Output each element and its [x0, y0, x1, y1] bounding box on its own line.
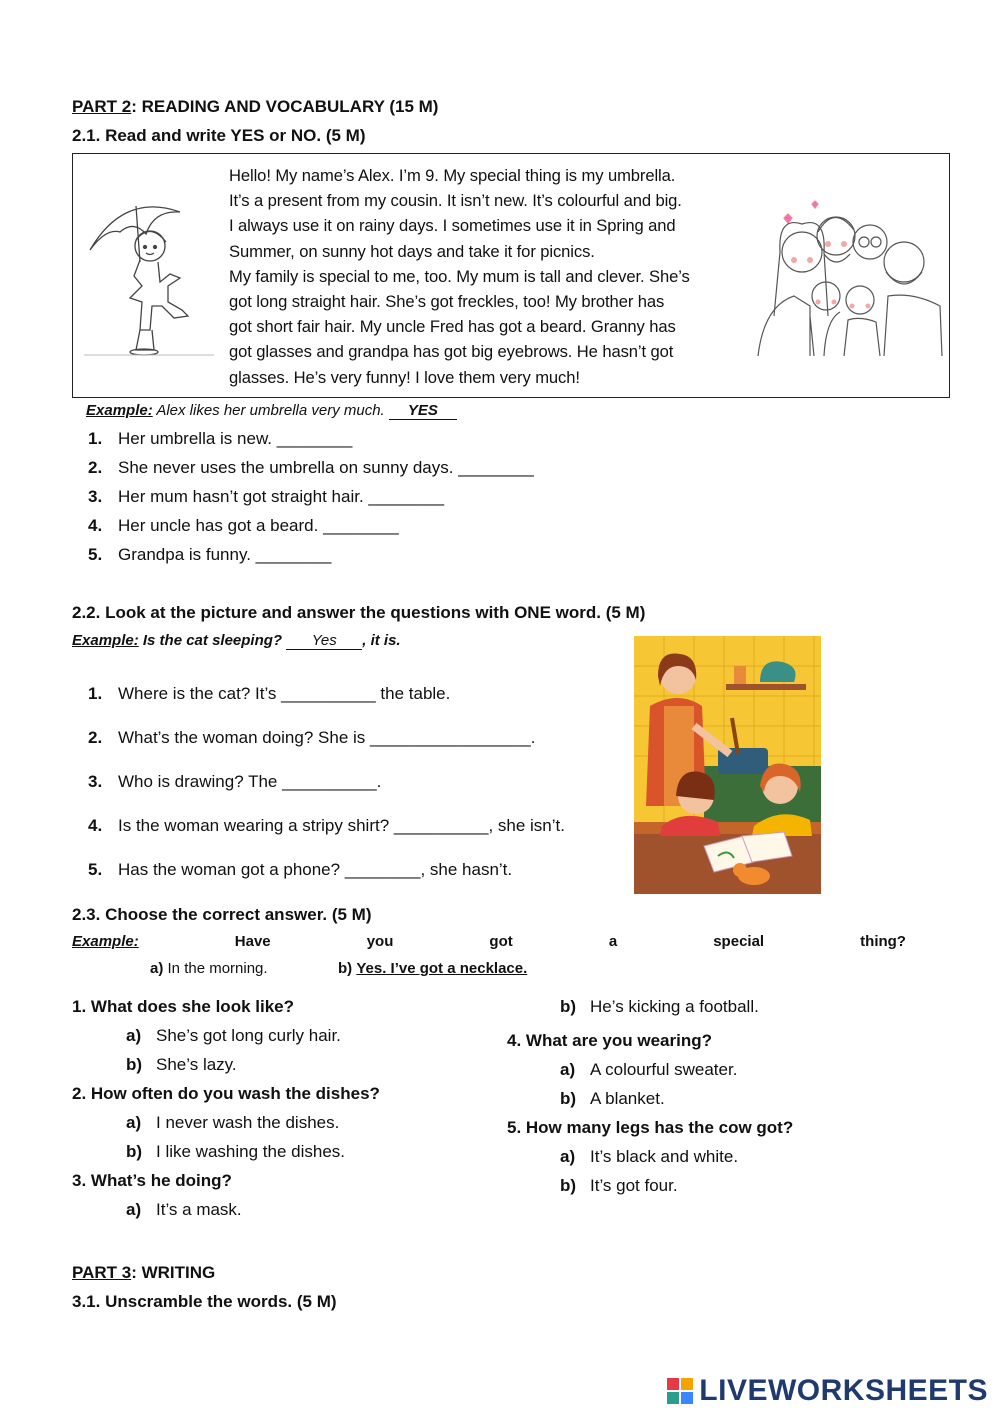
option-letter: b) — [560, 1089, 577, 1108]
option-3b[interactable] — [560, 997, 759, 1017]
question-2-1-1[interactable] — [88, 429, 352, 449]
section-2-2-title: 2.2. Look at the picture and answer the questions with ONE word. (5 M) — [72, 603, 646, 622]
question-text: Where is the cat? It’s __________ the table. — [118, 684, 451, 703]
question-2-3-3: 3. What’s he doing? — [72, 1171, 232, 1190]
option-letter: a) — [126, 1026, 142, 1045]
question-number: 5. — [88, 860, 103, 879]
option-letter: b) — [338, 960, 353, 977]
question-text: Her mum hasn’t got straight hair. ________ — [118, 487, 445, 506]
question-2-3-4: 4. What are you wearing? — [507, 1031, 712, 1050]
question-number: 4. — [88, 816, 103, 835]
question-2-2-2[interactable] — [88, 728, 535, 748]
option-text: A blanket. — [590, 1089, 665, 1108]
example-label: Example: — [72, 632, 139, 649]
section-2-1-title: 2.1. Read and write YES or NO. (5 M) — [72, 126, 366, 145]
option-text: She’s lazy. — [156, 1055, 237, 1074]
question-2-3-2: 2. How often do you wash the dishes? — [72, 1084, 380, 1103]
passage-line: I always use it on rainy days. I sometimes use it in Spring and — [229, 216, 676, 236]
question-2-2-4[interactable] — [88, 816, 565, 836]
section-2-1-example — [86, 402, 457, 420]
passage-line: Hello! My name’s Alex. I’m 9. My special thing is my umbrella. — [229, 166, 676, 185]
passage-line: It’s a present from my cousin. It isn’t new. It’s colourful and big. — [229, 191, 682, 211]
option-4b[interactable] — [560, 1089, 665, 1109]
section-3-1-title: 3.1. Unscramble the words. (5 M) — [72, 1292, 337, 1311]
question-text: Is the woman wearing a stripy shirt? __________, she isn’t. — [118, 816, 565, 835]
question-2-1-2[interactable] — [88, 458, 534, 478]
question-number: 5. — [88, 545, 103, 564]
question-number: 1. — [88, 684, 103, 703]
example-text: Alex likes her umbrella very much. — [152, 402, 389, 419]
logo-cube-icon — [667, 1378, 693, 1404]
question-text: Her umbrella is new. ________ — [118, 429, 353, 448]
girl-umbrella-illustration — [84, 190, 214, 358]
question-2-3-5: 5. How many legs has the cow got? — [507, 1118, 794, 1137]
example-option-a — [150, 960, 268, 977]
option-letter: b) — [560, 997, 577, 1016]
option-1b[interactable] — [126, 1055, 237, 1075]
example-answer: YES — [389, 402, 457, 420]
example-word: Have — [234, 933, 271, 950]
kitchen-illustration — [634, 636, 821, 894]
question-number: 3. — [88, 772, 103, 791]
option-text: A colourful sweater. — [590, 1060, 738, 1079]
question-text: Her uncle has got a beard. ________ — [118, 516, 399, 535]
option-letter: a) — [150, 960, 164, 977]
part3-title — [72, 1263, 215, 1283]
option-text: I like washing the dishes. — [156, 1142, 345, 1161]
question-text: She never uses the umbrella on sunny days. ________ — [118, 458, 534, 477]
option-text: It’s black and white. — [590, 1147, 739, 1166]
option-2b[interactable] — [126, 1142, 345, 1162]
option-letter: a) — [126, 1200, 142, 1219]
question-text: What’s the woman doing? She is _________________. — [118, 728, 536, 747]
part3-label: PART 3 — [72, 1263, 132, 1282]
option-letter: a) — [126, 1113, 142, 1132]
passage-line: My family is special to me, too. My mum is tall and clever. She’s — [229, 266, 690, 286]
option-letter: b) — [126, 1055, 143, 1074]
example-tail: , it is. — [362, 632, 401, 649]
example-text: Is the cat sleeping? — [138, 632, 287, 649]
part2-title — [72, 97, 438, 117]
option-letter: b) — [126, 1142, 143, 1161]
option-text: He’s kicking a football. — [590, 997, 759, 1016]
example-word: thing? — [860, 933, 906, 950]
question-2-2-1[interactable] — [88, 684, 450, 704]
question-2-1-5[interactable] — [88, 545, 331, 565]
family-illustration — [754, 196, 944, 356]
question-number: 2. — [88, 728, 103, 747]
option-letter: a) — [560, 1147, 576, 1166]
part2-label: PART 2 — [72, 97, 132, 116]
option-2a[interactable] — [126, 1113, 339, 1133]
example-word: got — [489, 933, 513, 950]
question-number: 4. — [88, 516, 103, 535]
section-2-3-example — [72, 933, 906, 950]
option-letter: b) — [560, 1176, 577, 1195]
question-text: Grandpa is funny. ________ — [118, 545, 332, 564]
passage-line: got short fair hair. My uncle Fred has got a beard. Granny has — [229, 317, 676, 337]
example-word: special — [713, 933, 765, 950]
question-2-1-4[interactable] — [88, 516, 399, 536]
example-answer: Yes — [286, 632, 362, 650]
part2-subtitle: : READING AND VOCABULARY (15 M) — [131, 97, 439, 116]
passage-line: glasses. He’s very funny! I love them very much! — [229, 367, 580, 387]
question-text: Has the woman got a phone? ________, she hasn’t. — [118, 860, 513, 879]
example-label: Example: — [72, 933, 139, 950]
option-1a[interactable] — [126, 1026, 341, 1046]
option-text: It’s got four. — [590, 1176, 678, 1195]
question-text: Who is drawing? The __________. — [118, 772, 382, 791]
option-5a[interactable] — [560, 1147, 738, 1167]
question-2-1-3[interactable] — [88, 487, 444, 507]
question-number: 2. — [88, 458, 103, 477]
option-text: She’s got long curly hair. — [156, 1026, 341, 1045]
option-text: I never wash the dishes. — [156, 1113, 340, 1132]
passage-line: got long straight hair. She’s got freckles, too! My brother has — [229, 292, 665, 312]
option-3a[interactable] — [126, 1200, 242, 1220]
option-text: In the morning. — [167, 960, 268, 977]
question-2-3-1: 1. What does she look like? — [72, 997, 294, 1016]
question-number: 3. — [88, 487, 103, 506]
example-word: you — [366, 933, 394, 950]
option-5b[interactable] — [560, 1176, 678, 1196]
question-number: 1. — [88, 429, 103, 448]
section-2-3-title: 2.3. Choose the correct answer. (5 M) — [72, 905, 372, 924]
reading-passage — [229, 163, 744, 390]
option-4a[interactable] — [560, 1060, 737, 1080]
option-text: It’s a mask. — [156, 1200, 242, 1219]
question-2-2-5[interactable] — [88, 860, 512, 880]
question-2-2-3[interactable] — [88, 772, 381, 792]
option-letter: a) — [560, 1060, 576, 1079]
section-2-2-example — [72, 632, 401, 650]
passage-line: got glasses and grandpa has got big eyebrows. He hasn’t got — [229, 342, 674, 362]
example-word: a — [608, 933, 618, 950]
part3-subtitle: : WRITING — [131, 1263, 216, 1282]
liveworksheets-logo — [667, 1374, 988, 1408]
logo-text: LIVEWORKSHEETS — [699, 1374, 988, 1407]
passage-line: Summer, on sunny hot days and take it for picnics. — [229, 241, 595, 261]
example-label: Example: — [86, 402, 153, 419]
example-option-b — [338, 960, 527, 977]
option-text: Yes. I’ve got a necklace. — [356, 960, 528, 977]
